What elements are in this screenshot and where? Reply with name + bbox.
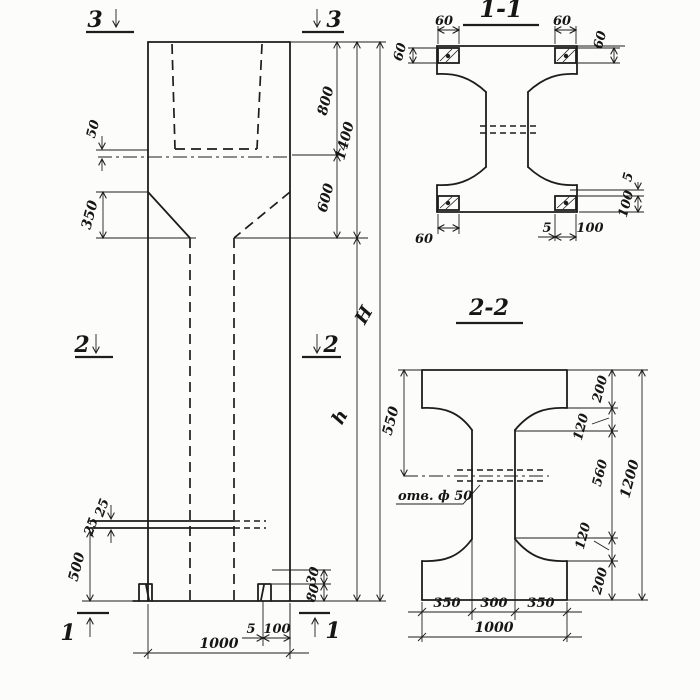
dim-flange-bottom: 200 [589,566,612,597]
dim-base-plate-offset: 5 [246,622,256,637]
section-mark-3-right [302,7,344,33]
s2-bottom-fillets [422,539,567,561]
dim-tab-step-1: 30 [304,565,324,587]
dim-total-height: H [350,302,378,328]
section-1-1-view [391,0,644,247]
section-mark-label: 1 [325,618,341,644]
section-mark-3-left [86,7,134,33]
dim-section-height: 1200 [617,458,643,500]
dim-plate-tr-h: 60 [591,29,611,51]
elevation-view [60,7,386,659]
dim-leader [594,541,609,550]
recess-left-hidden [172,44,175,149]
dim-bottom-middle: 300 [480,596,508,611]
section-2-2-view [380,295,648,642]
section-1-1-title: 1-1 [479,0,523,23]
s2-web [472,430,515,539]
dim-neck: 600 [314,181,338,215]
dim-bottom-right: 350 [527,596,555,611]
taper-left [148,192,190,238]
section-mark-label: 3 [326,7,342,33]
dim-leader [592,418,609,424]
anchor-dot [446,54,450,58]
dim-recess-gap: 50 [84,118,104,140]
dim-base-plate-width: 100 [263,622,291,637]
dim-plate-tl-w: 60 [434,14,454,29]
dim-bottom-total: 1000 [474,620,514,636]
section-mark-label: 1 [60,620,76,646]
dim-plate-bottom-width: 100 [576,221,604,236]
plate-hatch [440,49,575,209]
dim-recess-depth: 800 [314,84,338,118]
section-mark-label: 2 [74,332,90,358]
dim-plate-tr-w: 60 [552,14,572,29]
s1-top-fillets [437,74,577,92]
dim-flange-to-hole: 550 [379,404,403,438]
hole-label: отв. ф 50 [398,489,473,504]
section-mark-label: 2 [323,332,339,358]
s2-bottom-tips [422,561,567,600]
dim-plate-right-height: 100 [615,189,638,220]
dim-plate-bottom-offset: 5 [542,221,552,236]
dim-shaft-height: h [327,406,353,429]
dim-bottom-left: 350 [433,596,461,611]
dim-upper-part: 1400 [332,120,358,162]
dim-plate-right-offset: 5 [620,170,638,184]
anchor-dot [564,54,568,58]
s2-top-tips [422,370,567,408]
dim-taper-bottom: 120 [572,521,595,552]
section-mark-1-left [60,613,109,646]
section-mark-1-right [299,613,341,644]
ext-line [408,48,436,63]
base-tab-right [258,584,271,601]
section-2-2-title: 2-2 [469,295,509,321]
section-mark-label: 3 [87,7,103,33]
dim-taper-height: 350 [78,198,102,232]
dim-web: 560 [589,458,612,489]
dim-flange-top: 200 [589,374,612,405]
dim-sleeve-gap-1: 25 [92,496,113,519]
dim-plate-tl-h: 60 [391,41,411,63]
ext-line [96,192,196,238]
section-mark-2-left [73,332,113,358]
anchor-dot [446,201,450,205]
taper-right-hidden [234,192,290,238]
s2-top-fillets [422,408,567,430]
base-tab-left [139,584,152,601]
ext-line [438,214,459,234]
dim-sleeve-gap-2: 25 [81,515,102,538]
dim-column-width: 1000 [199,636,239,652]
section-mark-2-right [302,332,341,358]
dim-tab-step-2: 80 [304,582,324,604]
dim-plate-bl-w: 60 [414,232,434,247]
anchor-dot [564,201,568,205]
s1-bottom-fillets [437,167,577,185]
s1-embedded-plates [438,48,576,210]
dim-taper-top: 120 [570,412,593,443]
dim-base-zone: 500 [65,550,89,584]
s1-web [486,92,528,167]
recess-right-hidden [257,44,262,149]
